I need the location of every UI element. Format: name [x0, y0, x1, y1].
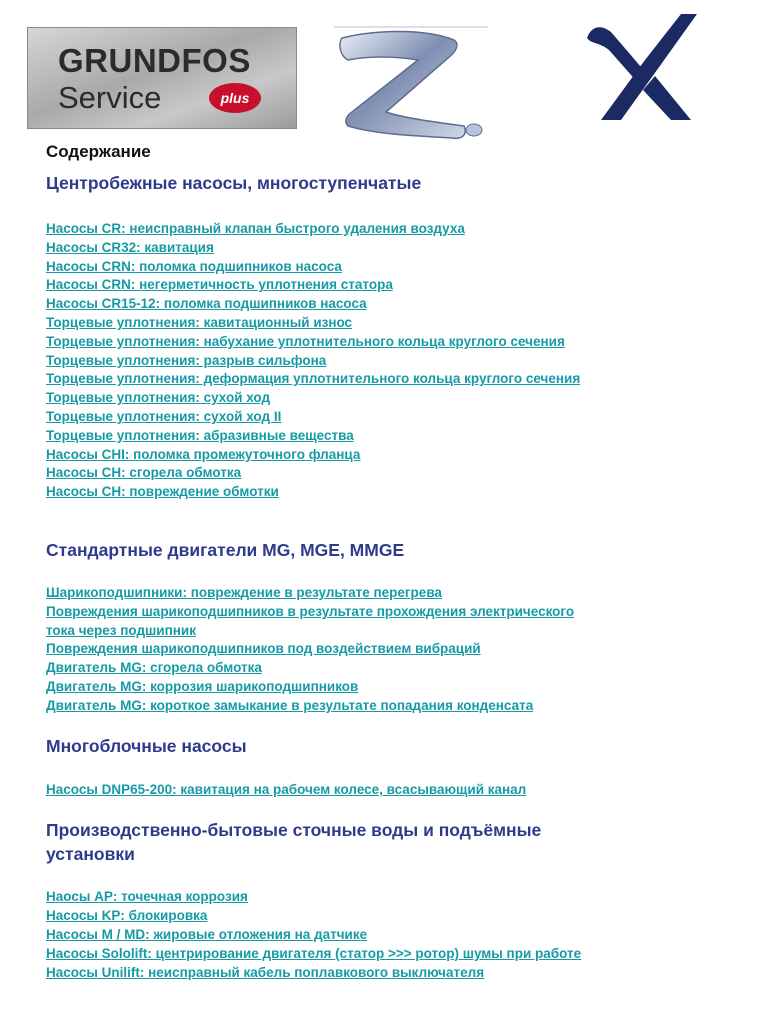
- toc-link[interactable]: Насосы CHI: поломка промежуточного фланца: [46, 446, 361, 462]
- toc-link[interactable]: Торцевые уплотнения: набухание уплотнительного кольца круглого сечения: [46, 333, 565, 349]
- toc-link[interactable]: Насосы M / MD: жировые отложения на датчике: [46, 926, 368, 942]
- section-heading-line: Производственно-бытовые сточные воды и подъёмные: [46, 820, 542, 841]
- section-heading-centrifugal-pumps: Центробежные насосы, многоступенчатые: [46, 173, 422, 193]
- table-of-contents: [46, 141, 746, 982]
- toc-link[interactable]: Наосы AP: точечная коррозия: [46, 889, 248, 905]
- toc-link[interactable]: Двигатель MG: короткое замыкание в результате попадания конденсата: [46, 697, 534, 713]
- page-title: Содержание: [46, 142, 151, 161]
- toc-link[interactable]: Повреждения шарикоподшипников в результате прохождения электрического: [46, 603, 575, 619]
- toc-link[interactable]: Торцевые уплотнения: сухой ход: [46, 390, 271, 406]
- z-letter-logo-icon: [334, 26, 488, 148]
- toc-link[interactable]: Насосы CH: сгорела обмотка: [46, 465, 242, 481]
- section-heading-line: установки: [46, 844, 135, 865]
- toc-link[interactable]: Торцевые уплотнения: деформация уплотнительного кольца круглого сечения: [46, 371, 581, 387]
- grundfos-logo-plus: plus: [209, 83, 261, 113]
- toc-link[interactable]: Насосы KP: блокировка: [46, 908, 208, 924]
- toc-link[interactable]: Насосы Sololift: центрирование двигателя (статор >>> ротор) шумы при работе: [46, 945, 582, 961]
- link-list-centrifugal-pumps: [46, 220, 746, 502]
- link-list-wastewater-lifting: [46, 888, 746, 982]
- toc-link[interactable]: тока через подшипник: [46, 622, 196, 638]
- toc-link[interactable]: Двигатель MG: коррозия шарикоподшипников: [46, 678, 359, 694]
- section-heading-wastewater-lifting: [46, 818, 746, 866]
- grundfos-logo-brand: GRUNDFOS: [58, 42, 251, 79]
- toc-link[interactable]: Насосы CR32: кавитация: [46, 239, 214, 255]
- toc-link[interactable]: Торцевые уплотнения: сухой ход II: [46, 408, 282, 424]
- link-list-multiblock-pumps: [46, 781, 746, 800]
- toc-link[interactable]: Насосы CH: повреждение обмотки: [46, 484, 279, 500]
- section-heading-multiblock-pumps: Многоблочные насосы: [46, 735, 247, 756]
- toc-link[interactable]: Двигатель MG: сгорела обмотка: [46, 660, 262, 676]
- section-heading-standard-motors: Стандартные двигатели MG, MGE, MMGE: [46, 539, 405, 560]
- toc-link[interactable]: Шарикоподшипники: повреждение в результате перегрева: [46, 584, 442, 600]
- toc-link[interactable]: Насосы CRN: поломка подшипников насоса: [46, 258, 342, 274]
- toc-link[interactable]: Насосы Unilift: неисправный кабель поплавкового выключателя: [46, 964, 485, 980]
- toc-link[interactable]: Торцевые уплотнения: разрыв сильфона: [46, 352, 327, 368]
- x-swoosh-logo-icon: [585, 14, 700, 124]
- toc-link[interactable]: Насосы CR: неисправный клапан быстрого удаления воздуха: [46, 221, 465, 236]
- toc-link[interactable]: Насосы DNP65-200: кавитация на рабочем колесе, всасывающий канал: [46, 781, 527, 797]
- link-list-standard-motors: [46, 584, 746, 716]
- toc-link[interactable]: Насосы CRN: негерметичность уплотнения статора: [46, 277, 393, 293]
- toc-link[interactable]: Повреждения шарикоподшипников под воздействием вибраций: [46, 641, 481, 657]
- toc-link[interactable]: Насосы CR15-12: поломка подшипников насоса: [46, 296, 367, 312]
- grundfos-logo-service: Service: [58, 80, 162, 115]
- toc-link[interactable]: Торцевые уплотнения: кавитационный износ: [46, 314, 353, 330]
- toc-link[interactable]: Торцевые уплотнения: абразивные вещества: [46, 427, 354, 443]
- grundfos-service-logo: [27, 27, 297, 129]
